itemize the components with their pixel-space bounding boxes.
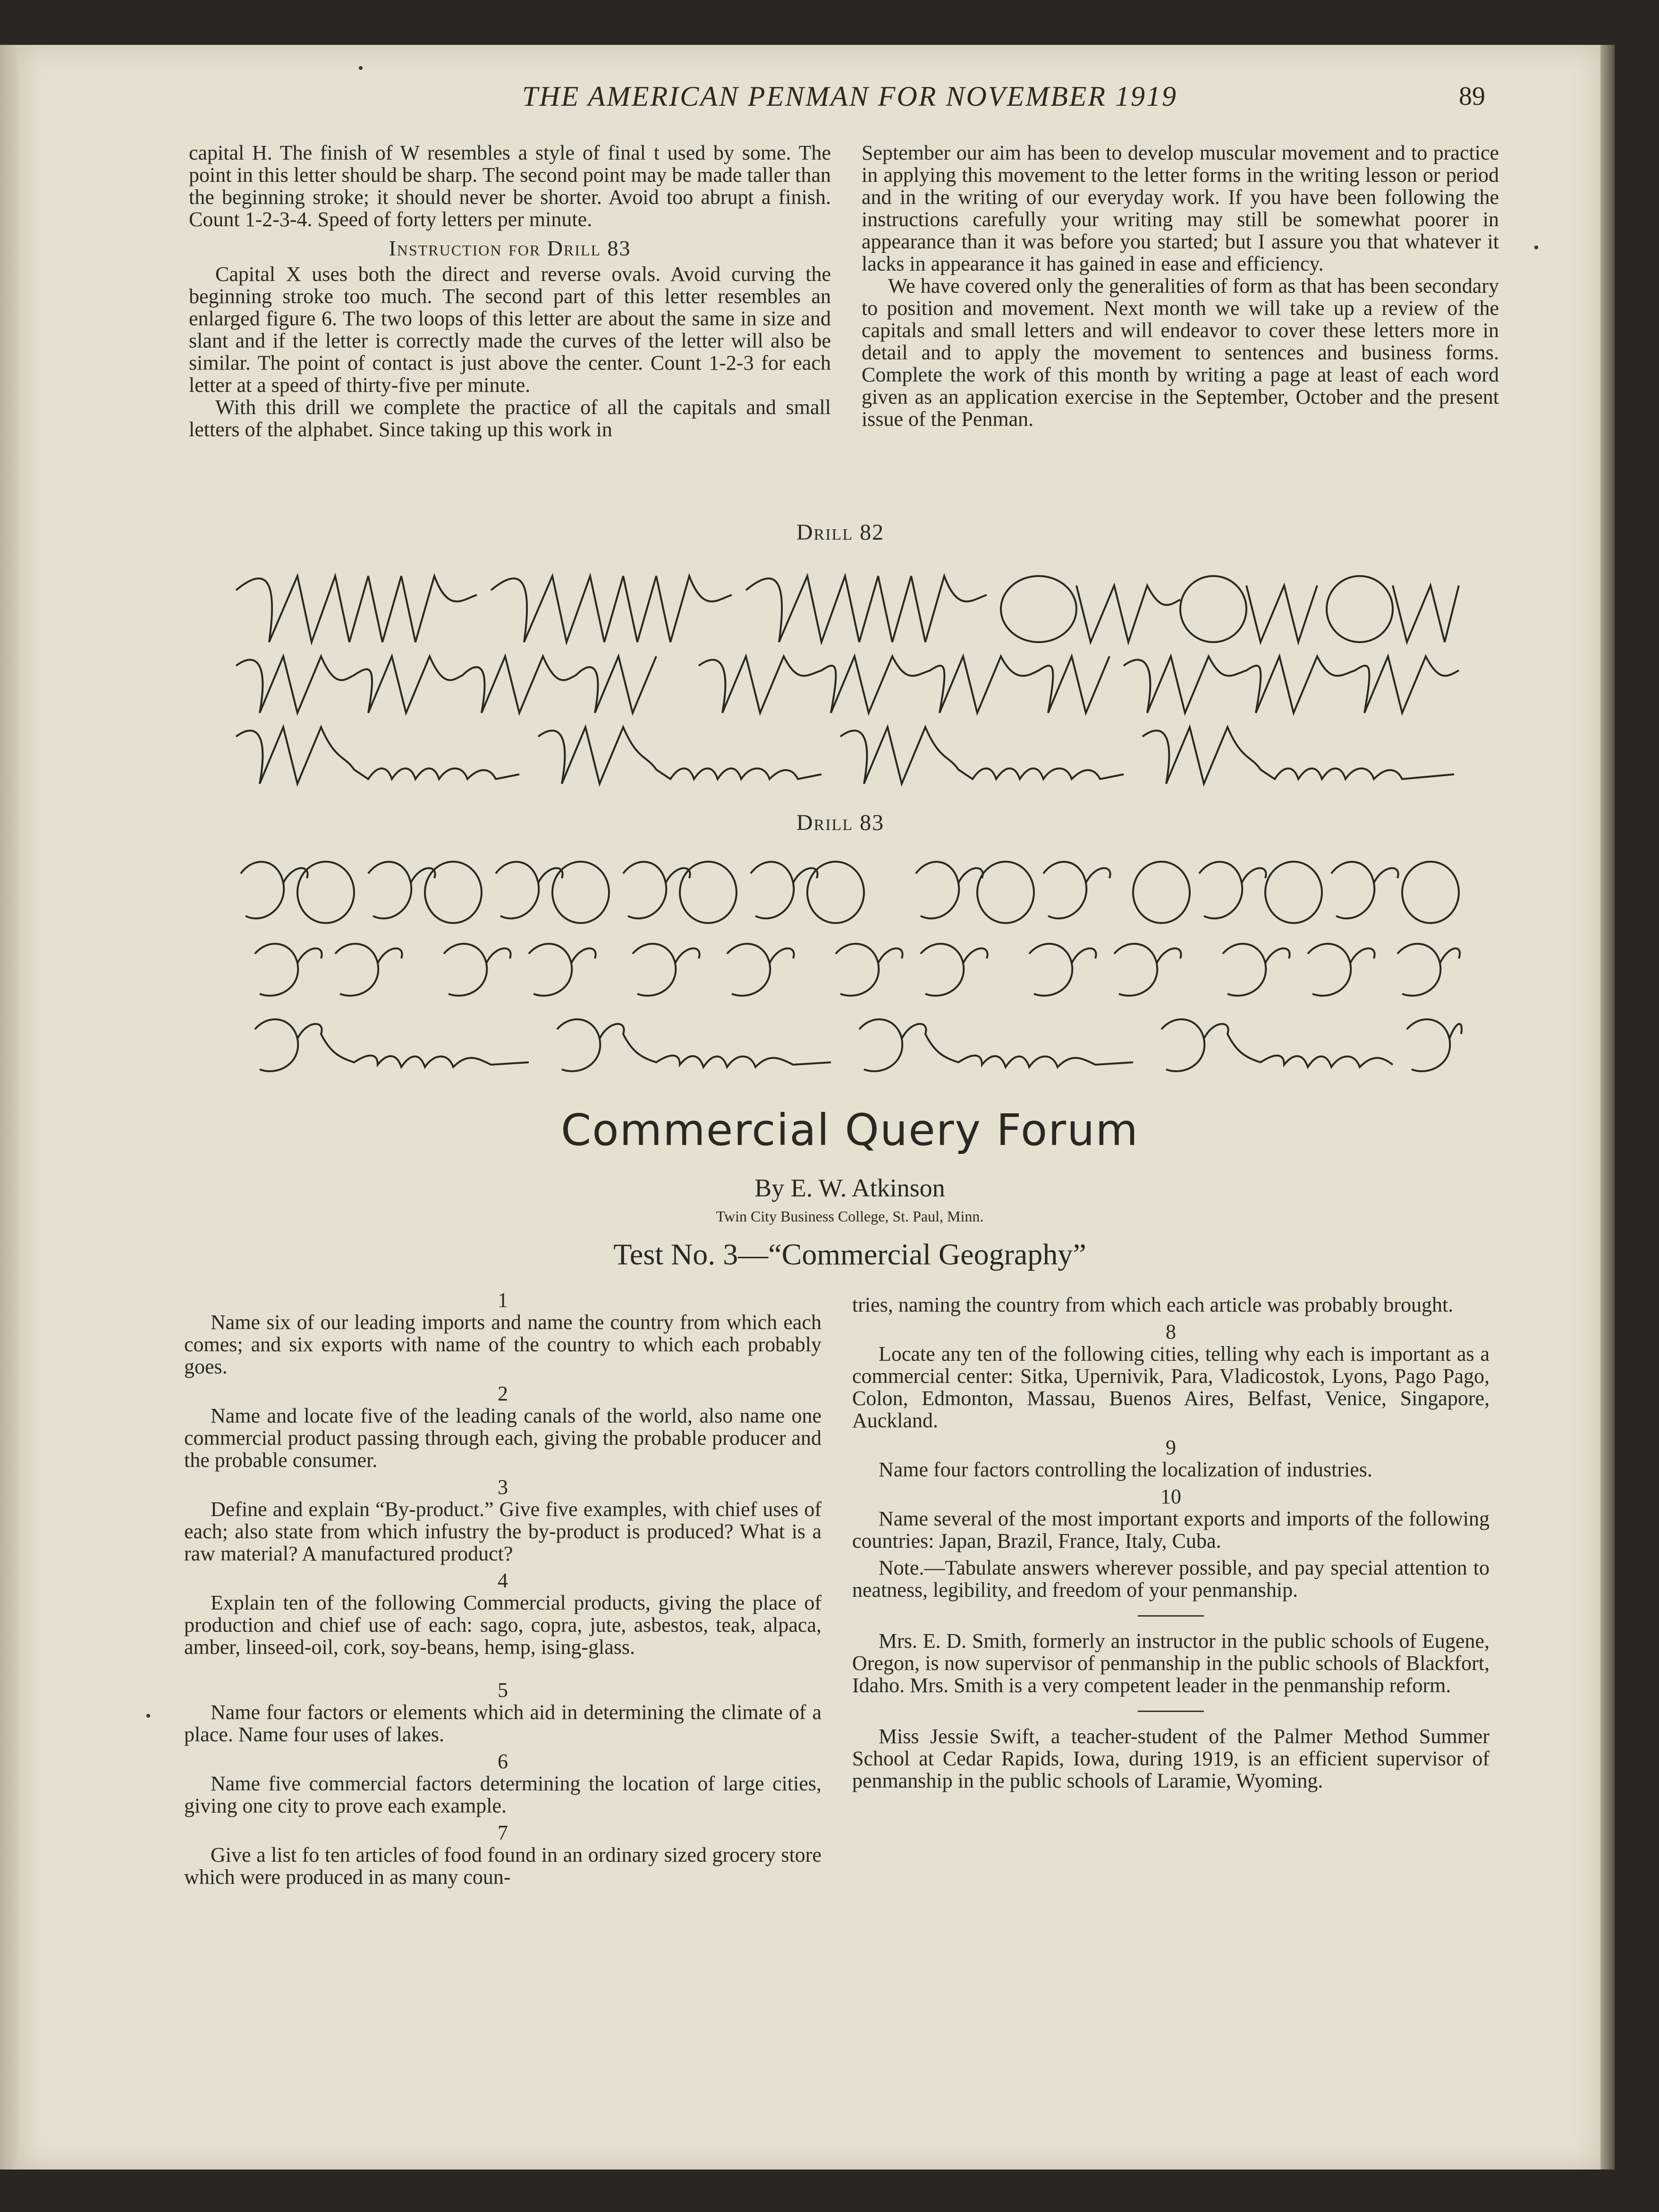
forum-affiliation: Twin City Business College, St. Paul, Minn.	[716, 1208, 984, 1225]
drill-82-title: Drill 82	[796, 520, 885, 545]
article-left-column	[189, 142, 831, 441]
question-number: 1	[498, 1288, 508, 1312]
left-paragraph-3: With this drill we complete the practice of all the capitals and small letters of the alphabet. Since taking up this work in	[189, 396, 831, 441]
page-number: 89	[1459, 82, 1485, 111]
question-number: 5	[498, 1678, 508, 1702]
question-number: 7	[498, 1821, 508, 1844]
subhead-drill-83-instruction: Instruction for Drill 83	[389, 236, 631, 260]
news-item-smith: Mrs. E. D. Smith, formerly an instructor in the public schools of Eugene, Oregon, is now supervisor of penmanship in the public schools of Blackfort, Idaho. Mrs. Smith is a very competent leader in the penmanship reform.	[852, 1629, 1490, 1697]
article-right-column	[862, 142, 1499, 430]
drill-82-row-3	[227, 718, 1464, 788]
ink-dot	[146, 1714, 150, 1718]
forum-title: Commercial Query Forum	[560, 1105, 1139, 1155]
news-item-swift: Miss Jessie Swift, a teacher-student of the Palmer Method Summer School at Cedar Rapids, Iowa, during 1919, is an efficient supervisor of penmanship in the public schools of Laramie, Wyoming.	[852, 1725, 1490, 1792]
question-number: 2	[498, 1382, 508, 1405]
test-title: Test No. 3—“Commercial Geography”	[613, 1237, 1086, 1271]
page-edge	[1600, 45, 1615, 2170]
ink-dot	[359, 66, 363, 70]
right-paragraph-2: We have covered only the generalities of form as that has been secondary to position and movement. Next month we will take up a review of the capitals and small letters and will endeavor to cover these letters more in detail and to apply the movement to sentences and business forms. Complete the work of this month by writing a page at least of each word given as an application exercise in the September, October and the present issue of the Penman.	[862, 274, 1499, 431]
drill-82-row-2	[227, 647, 1464, 718]
drill-82-row-1	[227, 557, 1464, 652]
question-text: Name four factors or elements which aid in determining the climate of a place. Name four uses of lakes.	[184, 1701, 821, 1746]
question-number: 9	[1166, 1436, 1176, 1459]
left-paragraph-2: Capital X uses both the direct and reverse ovals. Avoid curving the beginning stroke too much. The second part of this letter resembles an enlarged figure 6. The two loops of this letter are about the same in size and slant and if the letter is correctly made the curves of the letter will also be similar. The point of contact is just above the center. Count 1-2-3 for each letter at a speed of thirty-five per minute.	[189, 263, 831, 397]
forum-left-column	[184, 1284, 821, 1888]
divider-rule	[1138, 1615, 1204, 1617]
right-paragraph-1: September our aim has been to develop muscular movement and to practice in applying this movement to the letter forms in the writing lesson or period and in the writing of our everyday work. If you have been following the instructions carefully your writing may still be somewhat poorer in appearance than it was before you started; but I assure you that whatever it lacks in appearance it has gained in ease and efficiency.	[862, 141, 1499, 275]
drill-83-row-1	[227, 845, 1464, 930]
forum-right-column	[852, 1294, 1490, 1792]
divider-rule	[1138, 1711, 1204, 1712]
drill-83-row-3	[227, 1006, 1464, 1081]
question-text: Name four factors controlling the localization of industries.	[879, 1458, 1372, 1481]
drill-83-row-2	[227, 930, 1464, 1006]
question-text: Define and explain “By-product.” Give five examples, with chief uses of each; also state from which infustry the by-product is produced? What is a raw material? A manufactured product?	[184, 1498, 821, 1565]
question-text: Locate any ten of the following cities, telling why each is important as a commercial center: Sitka, Upernivik, Para, Vladicostok, Lyons, Pago Pago, Colon, Edmonton, Massau, Buenos Aires, Belfast, Venice, Singapore, Auckland.	[852, 1342, 1490, 1432]
question-text: Name and locate five of the leading canals of the world, also name one commercial product passing through each, giving the probable producer and the probable consumer.	[184, 1404, 821, 1472]
question-text: Name six of our leading imports and name the country from which each comes; and six exports with name of the country to which each probably goes.	[184, 1311, 821, 1378]
ink-dot	[1534, 246, 1538, 249]
note-text: Note.—Tabulate answers wherever possible, and pay special attention to neatness, legibility, and freedom of your penmanship.	[852, 1556, 1490, 1602]
running-title: THE AMERICAN PENMAN FOR NOVEMBER 1919	[522, 81, 1178, 112]
question-number: 3	[498, 1475, 508, 1499]
question-number: 10	[1160, 1485, 1181, 1508]
question-number: 4	[498, 1569, 508, 1592]
continuation-text: tries, naming the country from which each article was probably brought.	[852, 1293, 1454, 1316]
question-number: 6	[498, 1750, 508, 1773]
drill-83-title: Drill 83	[796, 810, 885, 835]
forum-byline: By E. W. Atkinson	[754, 1174, 945, 1202]
question-text: Name several of the most important exports and imports of the following countries: Japan, Brazil, France, Italy, Cuba.	[852, 1507, 1490, 1552]
question-text: Name five commercial factors determining the location of large cities, giving one city to prove each example.	[184, 1772, 821, 1817]
question-text: Give a list fo ten articles of food found in an ordinary sized grocery store which were produced in as many coun-	[184, 1843, 821, 1889]
question-number: 8	[1166, 1320, 1176, 1343]
question-text: Explain ten of the following Commercial products, giving the place of production and chief use of each: sago, copra, jute, asbestos, teak, alpaca, amber, linseed-oil, cork, soy-beans, hemp, ising-glass.	[184, 1591, 821, 1659]
left-paragraph-1: capital H. The finish of W resembles a style of final t used by some. The point in this letter should be sharp. The second point may be made taller than the beginning stroke; it should never be shorter. Avoid too abrupt a finish. Count 1-2-3-4. Speed of forty letters per minute.	[189, 141, 831, 231]
